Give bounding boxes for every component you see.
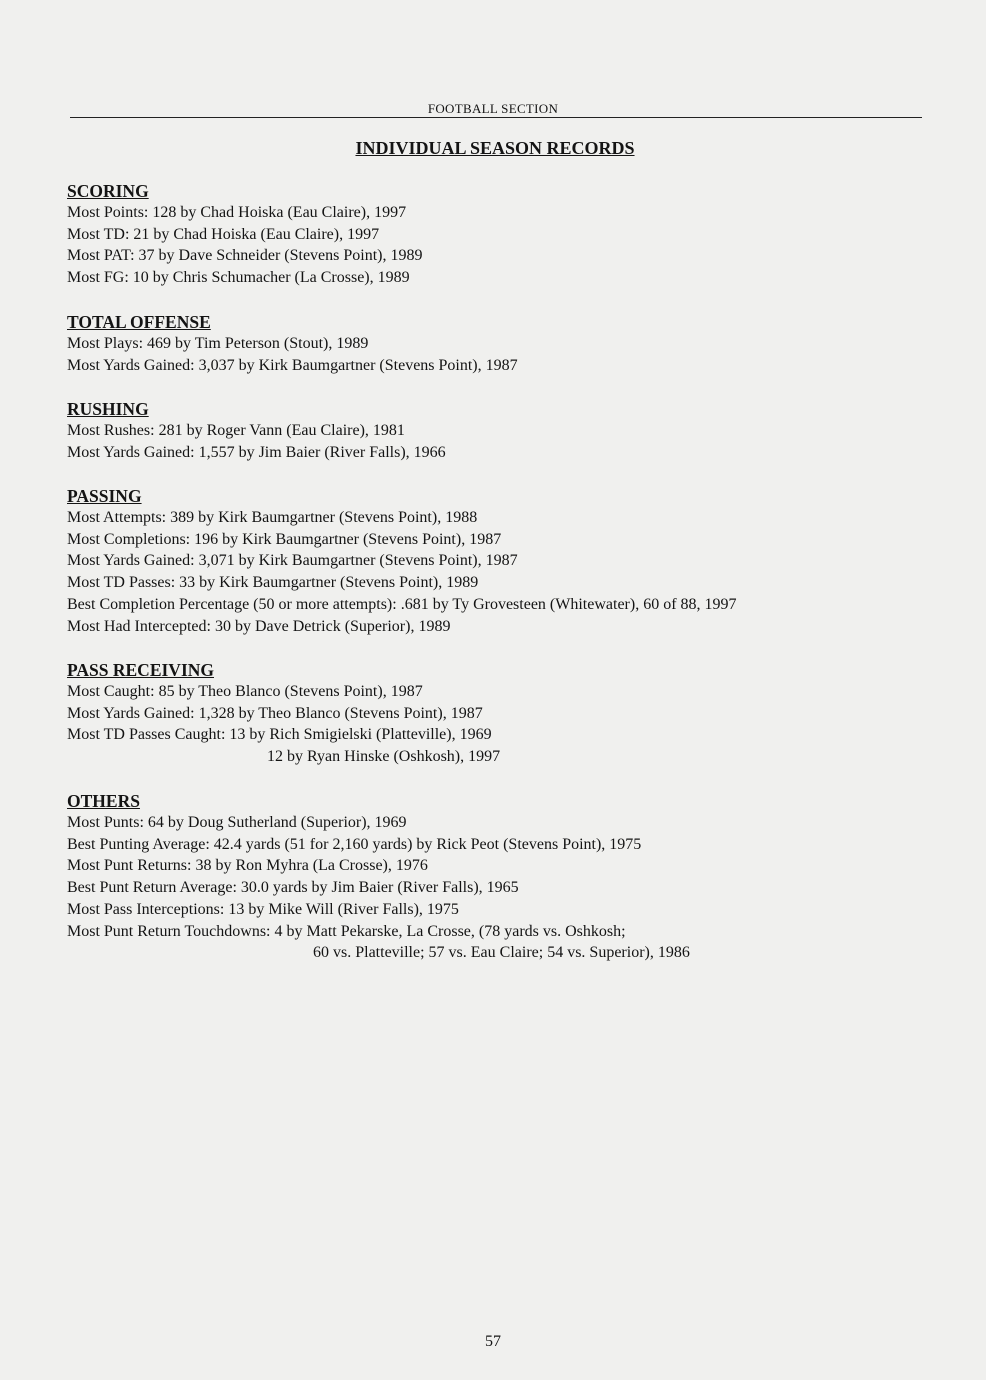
section-others [67, 791, 947, 964]
record-line: Most TD Passes Caught: 13 by Rich Smigielski (Platteville), 1969 [67, 726, 492, 744]
record-line: Most Punt Return Touchdowns: 4 by Matt Pekarske, La Crosse, (78 yards vs. Oshkosh; [67, 922, 626, 940]
section-heading: PASS RECEIVING [67, 660, 214, 680]
record-line: Most Yards Gained: 3,071 by Kirk Baumgartner (Stevens Point), 1987 [67, 552, 518, 570]
record-line: Best Completion Percentage (50 or more attempts): .681 by Ty Grovesteen (Whitewater), 60 of 88, 1997 [67, 595, 737, 613]
record-continuation: 12 by Ryan Hinske (Oshkosh), 1997 [267, 748, 501, 766]
record-line: Most TD: 21 by Chad Hoiska (Eau Claire), 1997 [67, 225, 380, 243]
record-line: Most Completions: 196 by Kirk Baumgartner (Stevens Point), 1987 [67, 530, 502, 548]
record-line: Most Rushes: 281 by Roger Vann (Eau Claire), 1981 [67, 422, 405, 439]
section-scoring [67, 181, 947, 289]
record-line: Most Had Intercepted: 30 by Dave Detrick (Superior), 1989 [67, 617, 451, 635]
record-line: Most Attempts: 389 by Kirk Baumgartner (Stevens Point), 1988 [67, 509, 478, 526]
record-line: Most FG: 10 by Chris Schumacher (La Crosse), 1989 [67, 269, 410, 287]
record-line: Most Punt Returns: 38 by Ron Myhra (La Crosse), 1976 [67, 857, 428, 875]
page-title: INDIVIDUAL SEASON RECORDS [355, 138, 635, 158]
record-line: Best Punt Return Average: 30.0 yards by Jim Baier (River Falls), 1965 [67, 879, 519, 897]
section-heading: SCORING [67, 181, 149, 201]
record-line: Most Punts: 64 by Doug Sutherland (Superior), 1969 [67, 814, 407, 831]
record-line: Most Yards Gained: 1,328 by Theo Blanco (Stevens Point), 1987 [67, 704, 483, 722]
section-label: FOOTBALL SECTION [427, 101, 559, 116]
header-rule [70, 117, 922, 118]
record-line: Most Caught: 85 by Theo Blanco (Stevens Point), 1987 [67, 683, 423, 700]
section-total-offense [67, 312, 947, 376]
section-heading: TOTAL OFFENSE [67, 312, 211, 332]
record-line: Most Plays: 469 by Tim Peterson (Stout), 1989 [67, 335, 369, 352]
section-rushing [67, 399, 947, 463]
record-line: Most Points: 128 by Chad Hoiska (Eau Claire), 1997 [67, 204, 407, 221]
page-number: 57 [485, 1333, 501, 1350]
section-heading: OTHERS [67, 791, 140, 811]
section-pass-receiving [67, 660, 947, 768]
record-line: Most Yards Gained: 3,037 by Kirk Baumgartner (Stevens Point), 1987 [67, 356, 518, 374]
section-passing [67, 486, 947, 637]
section-heading: RUSHING [67, 399, 149, 419]
record-continuation: 60 vs. Platteville; 57 vs. Eau Claire; 54 vs. Superior), 1986 [313, 944, 690, 962]
record-line: Most Yards Gained: 1,557 by Jim Baier (River Falls), 1966 [67, 443, 446, 461]
record-line: Most TD Passes: 33 by Kirk Baumgartner (Stevens Point), 1989 [67, 574, 479, 592]
record-line: Best Punting Average: 42.4 yards (51 for 2,160 yards) by Rick Peot (Stevens Point), 1975 [67, 835, 642, 853]
section-heading: PASSING [67, 486, 142, 506]
record-line: Most Pass Interceptions: 13 by Mike Will (River Falls), 1975 [67, 900, 459, 918]
record-line: Most PAT: 37 by Dave Schneider (Stevens Point), 1989 [67, 247, 423, 265]
